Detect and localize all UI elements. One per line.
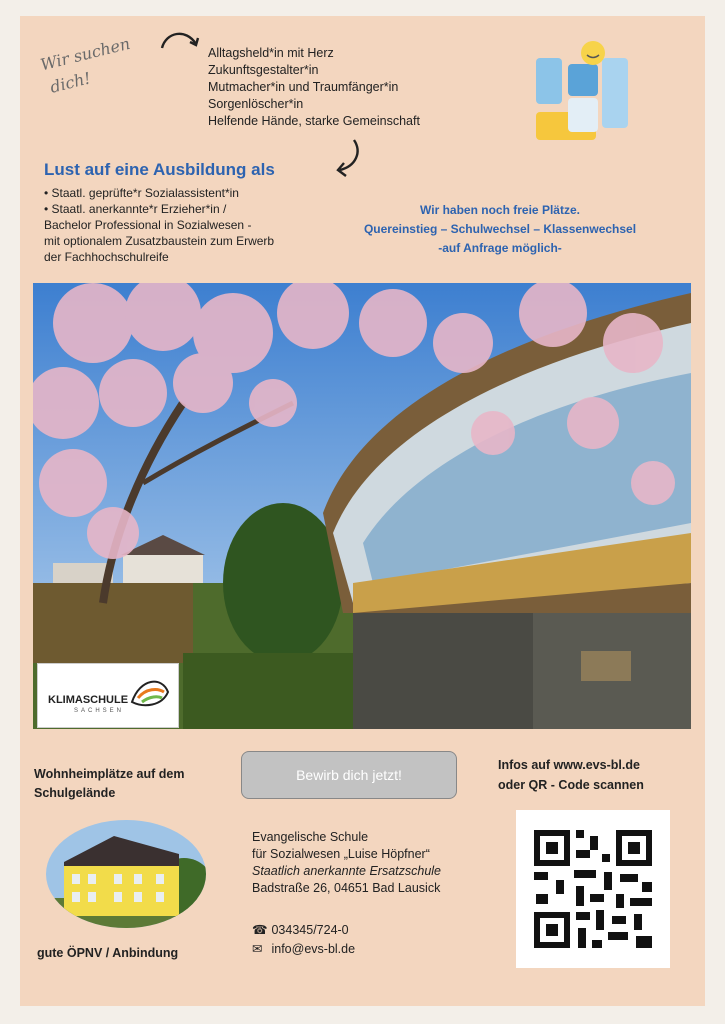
email-address[interactable]: info@evs-bl.de — [271, 942, 356, 956]
phone-number: 034345/724-0 — [271, 923, 349, 937]
intro-line: Sorgenlöscher*in — [208, 97, 304, 111]
klimaschule-logo-icon — [126, 672, 172, 712]
school-name-line1: Evangelische Schule — [252, 830, 369, 844]
training-item: • Staatl. geprüfte*r Sozialassistent*in — [44, 186, 239, 200]
klimaschule-subtitle: SACHSEN — [74, 708, 125, 714]
training-list — [44, 185, 274, 265]
apply-button[interactable]: Bewirb dich jetzt! — [241, 751, 457, 799]
contact-info — [252, 921, 355, 959]
dormitory-photo — [44, 818, 209, 930]
email-row — [252, 940, 355, 959]
klimaschule-badge — [37, 663, 179, 728]
wir-suchen-line1: Wir suchen — [38, 33, 132, 75]
website-info — [498, 755, 644, 795]
free-places-line1: Wir haben noch freie Plätze. — [420, 203, 580, 217]
intro-line: Mutmacher*in und Traumfänger*in — [208, 80, 399, 94]
training-item: Bachelor Professional in Sozialwesen - — [44, 218, 252, 232]
free-places-line3: -auf Anfrage möglich- — [438, 241, 562, 255]
training-item: • Staatl. anerkannte*r Erzieher*in / — [44, 202, 227, 216]
school-status: Staatlich anerkannte Ersatzschule — [252, 864, 441, 878]
free-places-notice — [340, 201, 660, 258]
phone-icon: ☎ — [252, 923, 268, 937]
housing-line2: Schulgelände — [34, 786, 116, 800]
housing-line1: Wohnheimplätze auf dem — [34, 767, 185, 781]
transport-info: gute ÖPNV / Anbindung — [37, 946, 179, 960]
curved-arrow-icon — [330, 138, 364, 180]
mail-icon: ✉ — [252, 942, 263, 956]
intro-list — [208, 45, 420, 130]
wir-suchen-line2: dich! — [48, 68, 93, 97]
training-item: der Fachhochschulreife — [44, 250, 169, 264]
school-logo-icon — [532, 38, 634, 150]
housing-info — [34, 765, 184, 803]
website-line1: Infos auf www.evs-bl.de — [498, 758, 640, 772]
website-line2: oder QR - Code scannen — [498, 778, 644, 792]
curved-arrow-icon — [158, 28, 202, 54]
intro-line: Zukunftsgestalter*in — [208, 63, 319, 77]
school-street: Badstraße 26, 04651 Bad Lausick — [252, 881, 441, 895]
qr-code[interactable] — [516, 810, 670, 968]
klimaschule-title: KLIMASCHULE — [48, 694, 129, 706]
intro-line: Alltagsheld*in mit Herz — [208, 46, 334, 60]
school-name-line2: für Sozialwesen „Luise Höpfner“ — [252, 847, 430, 861]
intro-line: Helfende Hände, starke Gemeinschaft — [208, 114, 420, 128]
training-item: mit optionalem Zusatzbaustein zum Erwerb — [44, 234, 275, 248]
training-heading: Lust auf eine Ausbildung als — [44, 160, 275, 179]
school-address — [252, 829, 441, 897]
phone-row — [252, 921, 355, 940]
free-places-line2: Quereinstieg – Schulwechsel – Klassenwechsel — [363, 222, 637, 236]
